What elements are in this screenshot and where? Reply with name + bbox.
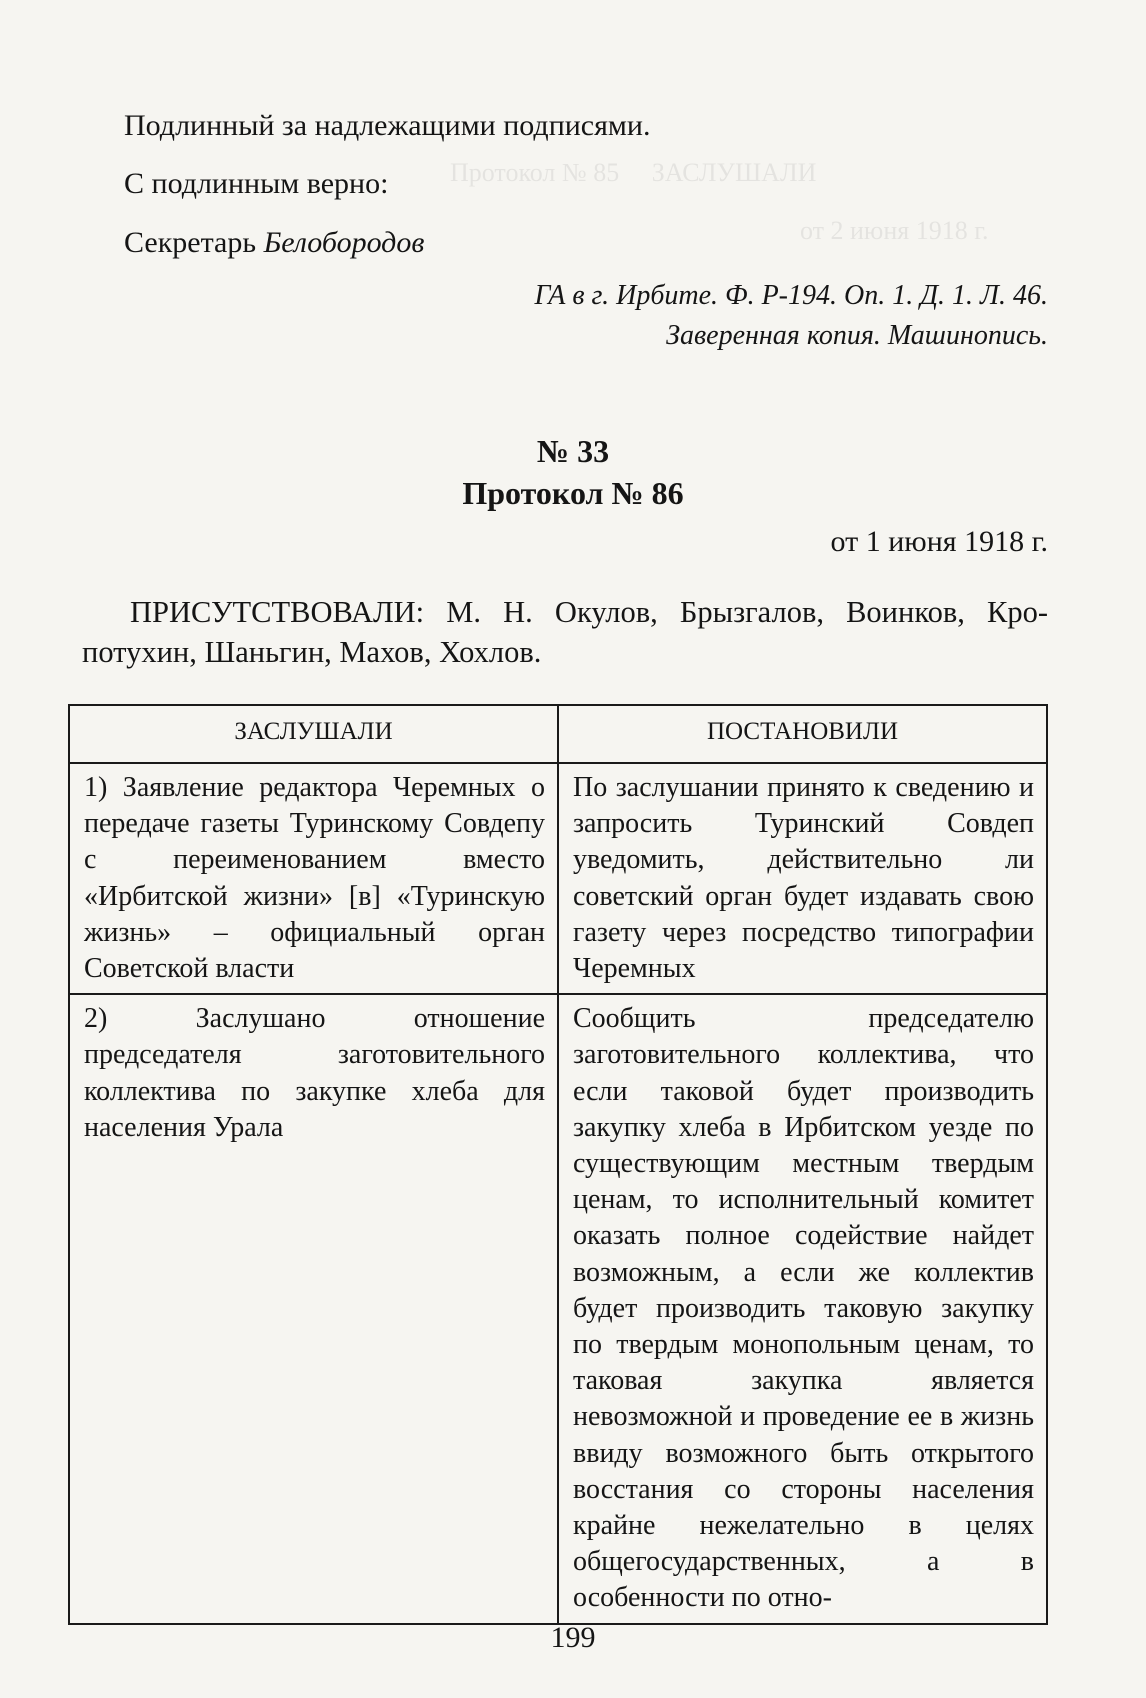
header-heard: ЗАСЛУШАЛИ <box>69 705 558 763</box>
document-number: № 33 <box>536 433 610 469</box>
secretary-label: Секретарь <box>124 226 257 259</box>
attendees-line-2: потухин, Шаньгин, Махов, Хохлов. <box>82 635 542 669</box>
document-title: Протокол № 86 <box>462 475 684 511</box>
secretary-line <box>124 225 424 261</box>
header-resolved: ПОСТАНОВИЛИ <box>558 705 1047 763</box>
original-signed-note: Подлинный за надлежащими подписями. <box>124 109 651 142</box>
attendees-paragraph <box>82 592 1048 672</box>
document-date: от 1 июня 1918 г. <box>830 525 1048 558</box>
archive-source: ГА в г. Ирбите. Ф. Р-194. Оп. 1. Д. 1. Л. 46. <box>534 280 1048 311</box>
secretary-name: Белобородов <box>263 226 425 259</box>
attendees-line-1: ПРИСУТСТВОВАЛИ: М. Н. Окулов, Брызгалов, Воинков, Кро- <box>130 595 1048 629</box>
table-row <box>69 994 1047 1623</box>
protocol-table <box>68 704 1048 1625</box>
heard-cell: 1) Заявление редактора Черемных о передаче газеты Туринскому Совдепу с переименованием вместо «Ирбитской жизни» [в] «Туринскую жизнь» – официальный орган Советской власти <box>69 763 558 994</box>
table-header-row <box>69 705 1047 763</box>
certified-note: С подлинным верно: <box>124 167 389 200</box>
resolved-cell: По заслушании принято к сведению и запросить Туринский Совдеп уведомить, действительно ли советский орган будет издавать свою газету через посредство типографии Черемных <box>558 763 1047 994</box>
copy-type: Заверенная копия. Машинопись. <box>666 320 1048 351</box>
heard-cell: 2) Заслушано отношение председателя заготовительного коллектива по закупке хлеба для населения Урала <box>69 994 558 1623</box>
bleed-through-text: Протокол № 85 ЗАСЛУШАЛИ <box>450 158 817 187</box>
resolved-cell: Сообщить председателю заготовительного коллектива, что если таковой будет производить закупку хлеба в Ирбитском уезде по существующим местным твердым ценам, то исполнительный комитет оказать полное содействие найдет возможным, а если же коллектив будет производить таковую закупку по твердым монопольным ценам, то таковая закупка является невозможной и проведение ее в жизнь ввиду возможного быть открытого восстания со стороны населения крайне нежелательно в целях общегосударственных, а в особенности по отно- <box>558 994 1047 1623</box>
bleed-through-text: от 2 июня 1918 г. <box>800 216 989 245</box>
page-number: 199 <box>550 1621 596 1654</box>
table-row <box>69 763 1047 994</box>
